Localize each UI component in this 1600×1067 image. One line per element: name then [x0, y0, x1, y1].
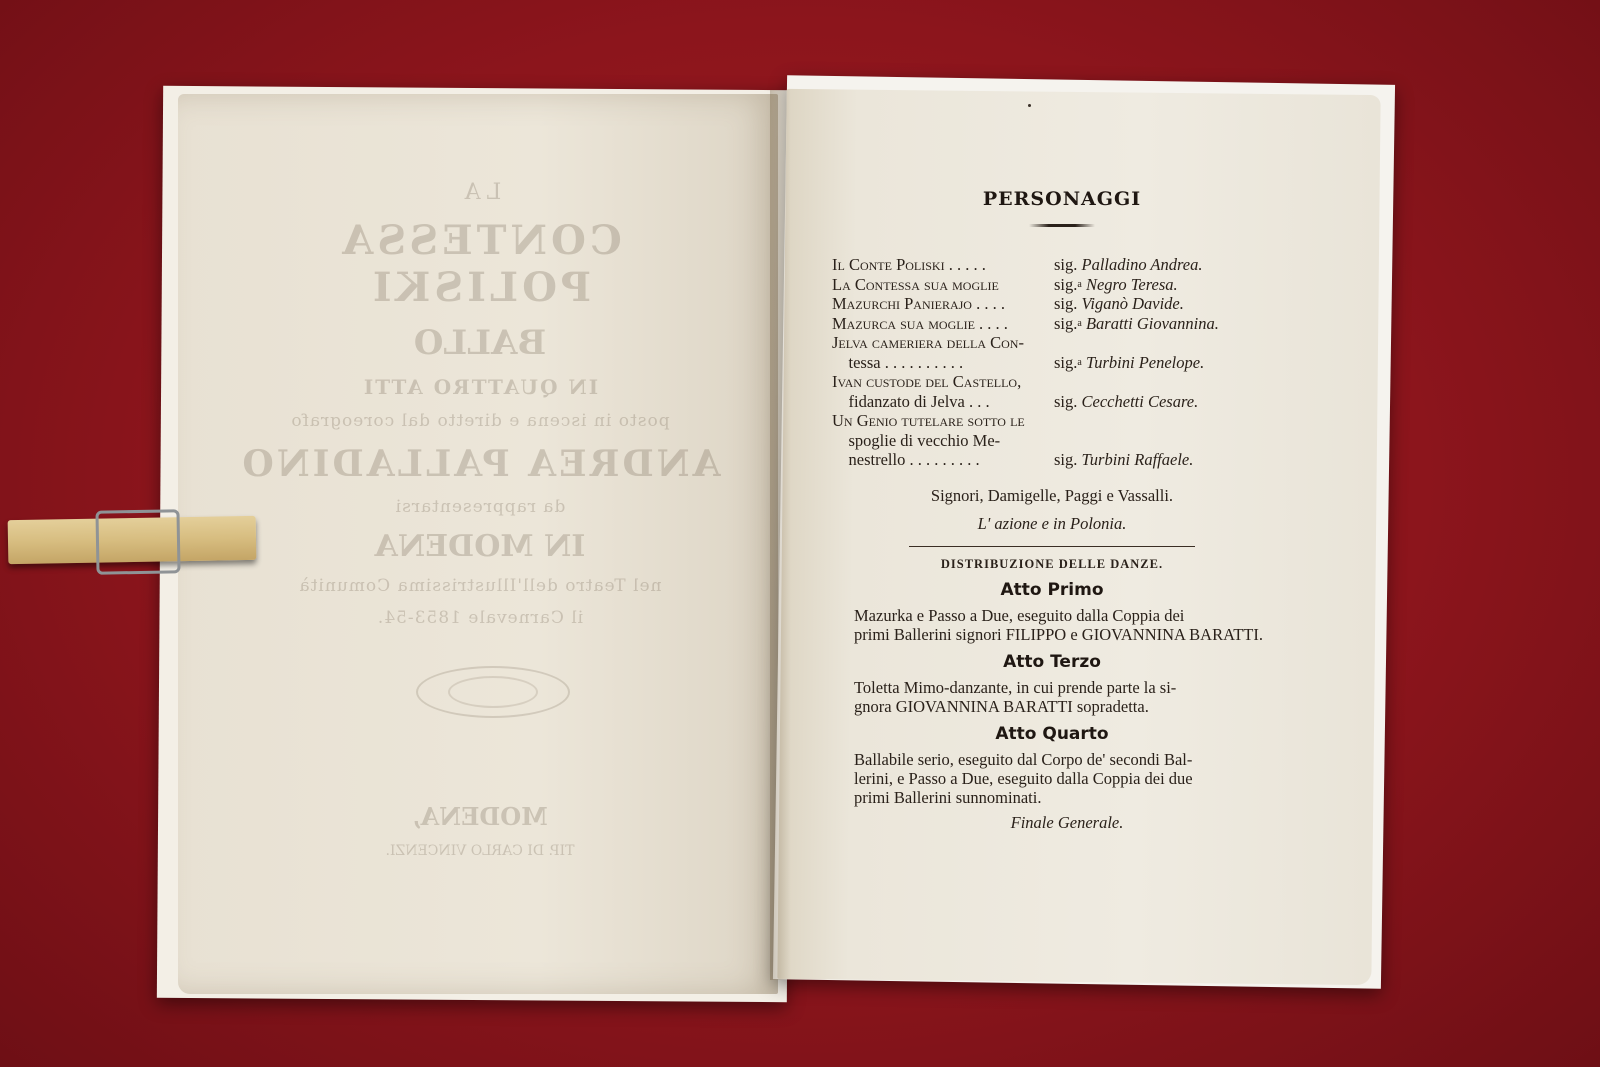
extras-line: Signori, Damigelle, Paggi e Vassalli.	[930, 485, 1174, 505]
act-description	[832, 750, 1272, 807]
cast-name: Cecchetti Cesare.	[1081, 391, 1199, 411]
act-title: Atto Primo	[1000, 579, 1104, 600]
cast-role: tessa . . . . . . . . . .	[832, 352, 964, 372]
act-line: primi Ballerini sunnominati.	[854, 787, 1042, 807]
cast-name: Turbini Raffaele.	[1081, 450, 1194, 469]
page-title: PERSONAGGI	[982, 188, 1142, 210]
ghost-line: MODENA,	[412, 802, 548, 831]
ghost-line: da rappresentarsi	[394, 497, 566, 517]
cast-list	[832, 255, 1272, 470]
cast-sig: sig. Cecchetti Cesare.	[1054, 391, 1199, 411]
cast-role: La Contessa sua moglie	[832, 274, 999, 294]
cast-sig: sig. Turbini Raffaele.	[1054, 450, 1194, 469]
ghost-line: IN MODENA	[374, 529, 586, 564]
cast-row	[832, 255, 1272, 275]
cast-row	[832, 392, 1272, 412]
cast-role: fidanzato di Jelva . . .	[832, 391, 990, 411]
act-title: Atto Quarto	[995, 723, 1109, 744]
title-ornament-rule	[1029, 224, 1095, 227]
cast-name: Baratti Giovannina.	[1085, 313, 1219, 333]
act-title: Atto Terzo	[1003, 651, 1101, 672]
cast-role: Mazurchi Panierajo . . . .	[832, 294, 1005, 313]
cast-sig: sig.$^a$ Turbini Penelope.	[1054, 352, 1205, 372]
clothespin-spring	[95, 509, 180, 574]
cast-row	[832, 275, 1272, 295]
cast-role: nestrello . . . . . . . . .	[832, 450, 980, 469]
cast-name: Palladino Andrea.	[1081, 255, 1203, 274]
ghost-line: IN QUATTRO ATTI	[361, 375, 599, 399]
act-line: Mazurka e Passo a Due, eseguito dalla Coppia dei	[854, 605, 1185, 625]
cast-sig: sig.$^a$ Negro Teresa.	[1054, 274, 1178, 294]
cast-row	[832, 372, 1272, 392]
act-description	[832, 606, 1272, 644]
right-page-content	[832, 188, 1272, 833]
cast-sig: sig.$^a$ Baratti Giovannina.	[1054, 313, 1219, 333]
ghost-line: TIP. DI CARLO VINCENZI.	[385, 843, 575, 859]
book-gutter	[770, 90, 796, 980]
section-divider	[909, 546, 1195, 547]
cast-row	[832, 314, 1272, 334]
cast-name: Turbini Penelope.	[1085, 352, 1205, 372]
ghost-line: CONTESSA POLISKI	[338, 217, 622, 311]
bleed-through-text	[230, 180, 730, 871]
finale-line: Finale Generale.	[1010, 812, 1124, 832]
cast-name: Viganò Davide.	[1081, 294, 1184, 313]
cast-role: Un Genio tutelare sotto le	[832, 411, 1025, 430]
cast-name: Negro Teresa.	[1085, 274, 1178, 294]
ghost-line: ANDREA PALLADINO	[239, 443, 721, 485]
cast-row	[832, 294, 1272, 314]
distribution-heading: DISTRIBUZIONE DELLE DANZE.	[940, 556, 1164, 571]
cast-role: Ivan custode del Castello,	[832, 372, 1022, 391]
cast-row	[832, 353, 1272, 373]
embossed-ornament-icon	[416, 666, 570, 718]
ghost-line: il Carnevale 1853-54.	[376, 608, 584, 628]
ghost-line: LA	[458, 180, 502, 205]
cast-role: Il Conte Poliski . . . . .	[832, 255, 986, 274]
setting-line: L' azione e in Polonia.	[977, 513, 1127, 533]
cast-sig: sig. Viganò Davide.	[1054, 294, 1184, 313]
cast-role: Mazurca sua moglie . . . .	[832, 313, 1008, 333]
act-line: Ballabile serio, eseguito dal Corpo de' secondi Bal-	[854, 749, 1193, 769]
cast-row	[832, 431, 1272, 451]
ghost-line: nel Teatro dell'Illustrissima Comunità	[298, 576, 662, 596]
cast-sig: sig. Palladino Andrea.	[1054, 255, 1203, 274]
cast-role: Jelva cameriera della Con-	[832, 333, 1024, 352]
act-line: lerini, e Passo a Due, eseguito dalla Coppia dei due	[854, 768, 1193, 788]
cast-role: spoglie di vecchio Me-	[832, 430, 1001, 450]
act-line: gnora GIOVANNINA BARATTI sopradetta.	[854, 696, 1149, 716]
ghost-line: BALLO	[413, 323, 547, 363]
cast-row	[832, 411, 1272, 431]
cast-row	[832, 450, 1272, 470]
ghost-line: posto in iscena e diretto dal coreografo	[290, 411, 670, 431]
act-line: Toletta Mimo-danzante, in cui prende parte la si-	[854, 677, 1177, 697]
page-speck	[1028, 104, 1031, 107]
cast-row	[832, 333, 1272, 353]
act-description	[832, 678, 1272, 716]
act-line: primi Ballerini signori FILIPPO e GIOVANNINA BARATTI.	[854, 624, 1263, 644]
